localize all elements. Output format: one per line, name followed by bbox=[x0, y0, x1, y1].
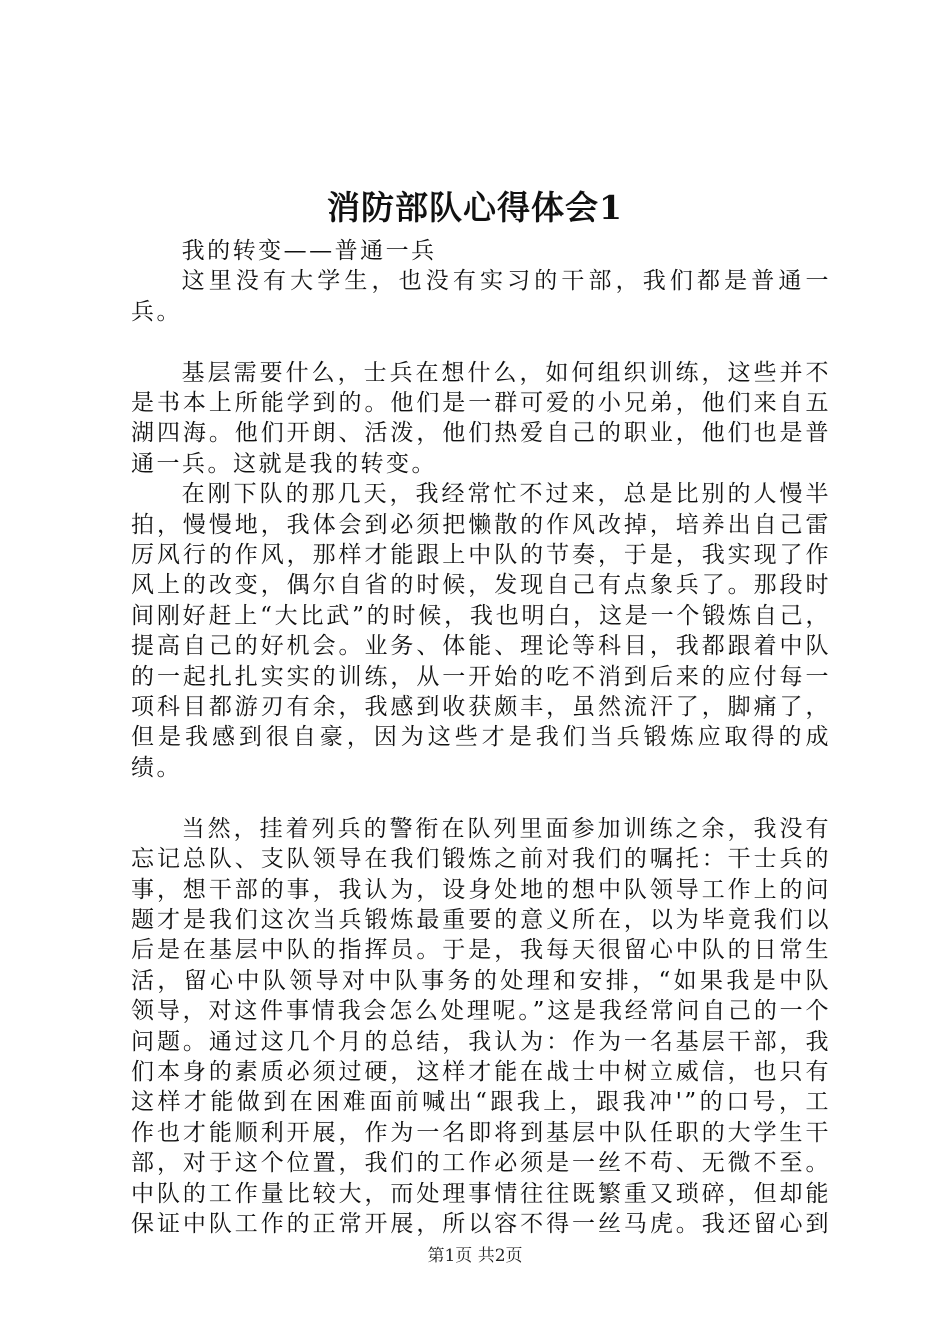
document-body bbox=[131, 236, 831, 1239]
paragraph-basic-needs: 基层需要什么，士兵在想什么，如何组织训练，这些并不是书本上所能学到的。他们是一群可爱的小兄弟，他们来自五湖四海。他们开朗、活泼，他们热爱自己的职业，他们也是普通一兵。这就是我的转变。 bbox=[131, 359, 831, 477]
paragraph-subtitle: 我的转变——普通一兵 bbox=[181, 238, 437, 264]
paragraph-first-days: 在刚下队的那几天，我经常忙不过来，总是比别的人慢半拍，慢慢地，我体会到必须把懒散的作风改掉，培养出自己雷厉风行的作风，那样才能跟上中队的节奏，于是，我实现了作风上的改变，偶尔自省的时候，发现自己有点象兵了。那段时间刚好赶上“大比武”的时候，我也明白，这是一个锻炼自己，提高自己的好机会。业务、体能、理论等科目，我都跟着中队的一起扎扎实实的训练，从一开始的吃不消到后来的应付每一项科目都游刃有余，我感到收获颇丰，虽然流汗了，脚痛了，但是我感到很自豪，因为这些才是我们当兵锻炼应取得的成绩。 bbox=[131, 481, 831, 781]
document-title: 消防部队心得体会1 bbox=[327, 188, 623, 227]
page-number-footer: 第1页 共2页 bbox=[427, 1246, 523, 1266]
paragraph-leadership: 当然，挂着列兵的警衔在队列里面参加训练之余，我没有忘记总队、支队领导在我们锻炼之前对我们的嘱托：干士兵的事，想干部的事，我认为，设身处地的想中队领导工作上的问题才是我们这次当兵锻炼最重要的意义所在，以为毕竟我们以后是在基层中队的指挥员。于是，我每天很留心中队的日常生活，留心中队领导对中队事务的处理和安排，“如果我是中队领导，对这件事情我会怎么处理呢。”这是我经常问自己的一个问题。通过这几个月的总结，我认为：作为一名基层干部，我们本身的素质必须过硬，这样才能在战士中树立威信，也只有这样才能做到在困难面前喊出“跟我上，跟我冲'”的口号，工作也才能顺利开展，作为一名即将到基层中队任职的大学生干部，对于这个位置，我们的工作必须是一丝不苟、无微不至。中队的工作量比较大，而处理事情往往既繁重又琐碎，但却能保证中队工作的正常开展，所以容不得一丝马虎。我还留心到 bbox=[131, 815, 831, 1237]
paragraph-intro: 这里没有大学生，也没有实习的干部，我们都是普通一兵。 bbox=[131, 268, 831, 325]
